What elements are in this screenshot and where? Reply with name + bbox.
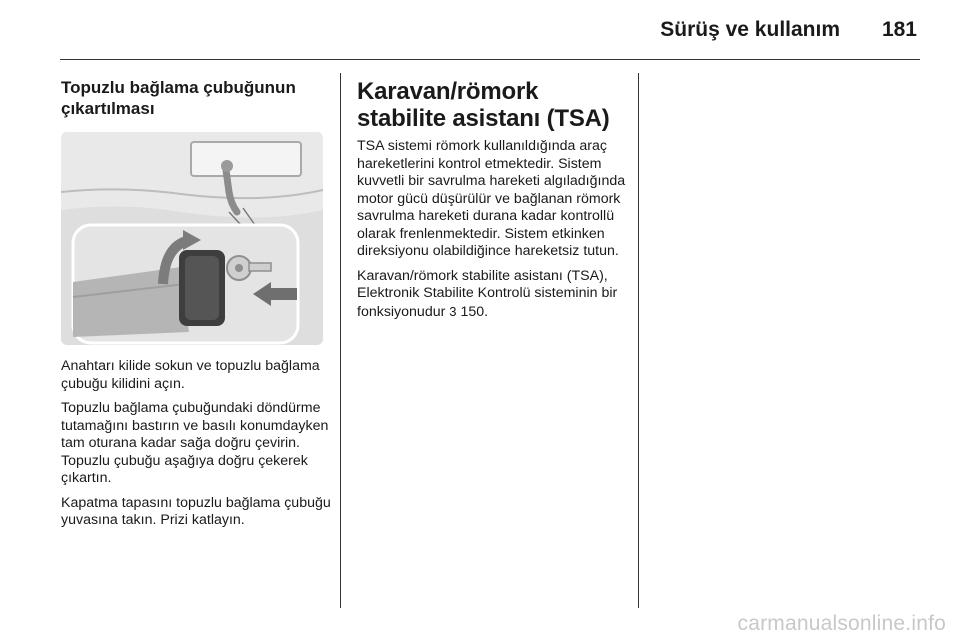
left-column [61,77,331,537]
page-number: 181 [881,18,917,41]
paragraph-tsa-description: TSA sistemi römork kullanıldığında araç hareketlerini kontrol etmektedir. Sistem kuvvetli bir savrulma hareketi algıladığında motor gücü düşürülür ve bağlanan römork savrulma hareketi durana kadar kontrollü olarak frenlenmektedir. Sistem etkinken direksiyonu olabildiğince hareketsiz tutun. [357,138,626,259]
column-divider-right [638,73,639,608]
section-heading-towbar: Topuzlu bağlama çubuğunun çıkartılması [61,78,296,118]
column-divider-left [340,73,341,608]
towbar-removal-figure [61,132,323,345]
paragraph-tsa-reference [357,268,627,322]
chapter-title: Sürüş ve kullanım [660,18,840,41]
section-heading-tsa: Karavan/römork stabilite asistanı (TSA) [357,78,610,132]
paragraph-rotate-handle: Topuzlu bağlama çubuğundaki döndürme tutamağını bastırın ve basılı konumdayken tam oturana kadar sağa doğru çevirin. Topuzlu çubuğu aşağıya doğru çekerek çıkartın. [61,400,329,486]
paragraph-insert-key: Anahtarı kilide sokun ve topuzlu bağlama çubuğu kilidini açın. [61,358,320,392]
paragraph-closing-plug: Kapatma tapasını topuzlu bağlama çubuğu yuvasına takın. Prizi katlayın. [61,494,331,528]
towbar-removal-illustration [61,132,323,345]
page-reference-link[interactable]: 150. [460,303,489,320]
site-watermark: carmanualsonline.info [737,612,946,635]
page-reference-arrow-icon: 3 [449,303,457,319]
middle-column [357,78,627,328]
header-rule [60,59,920,60]
reference-text: Karavan/römork stabilite asistanı (TSA), Elektronik Stabilite Kontrolü sisteminin bir fonksiyonudur [357,267,618,320]
